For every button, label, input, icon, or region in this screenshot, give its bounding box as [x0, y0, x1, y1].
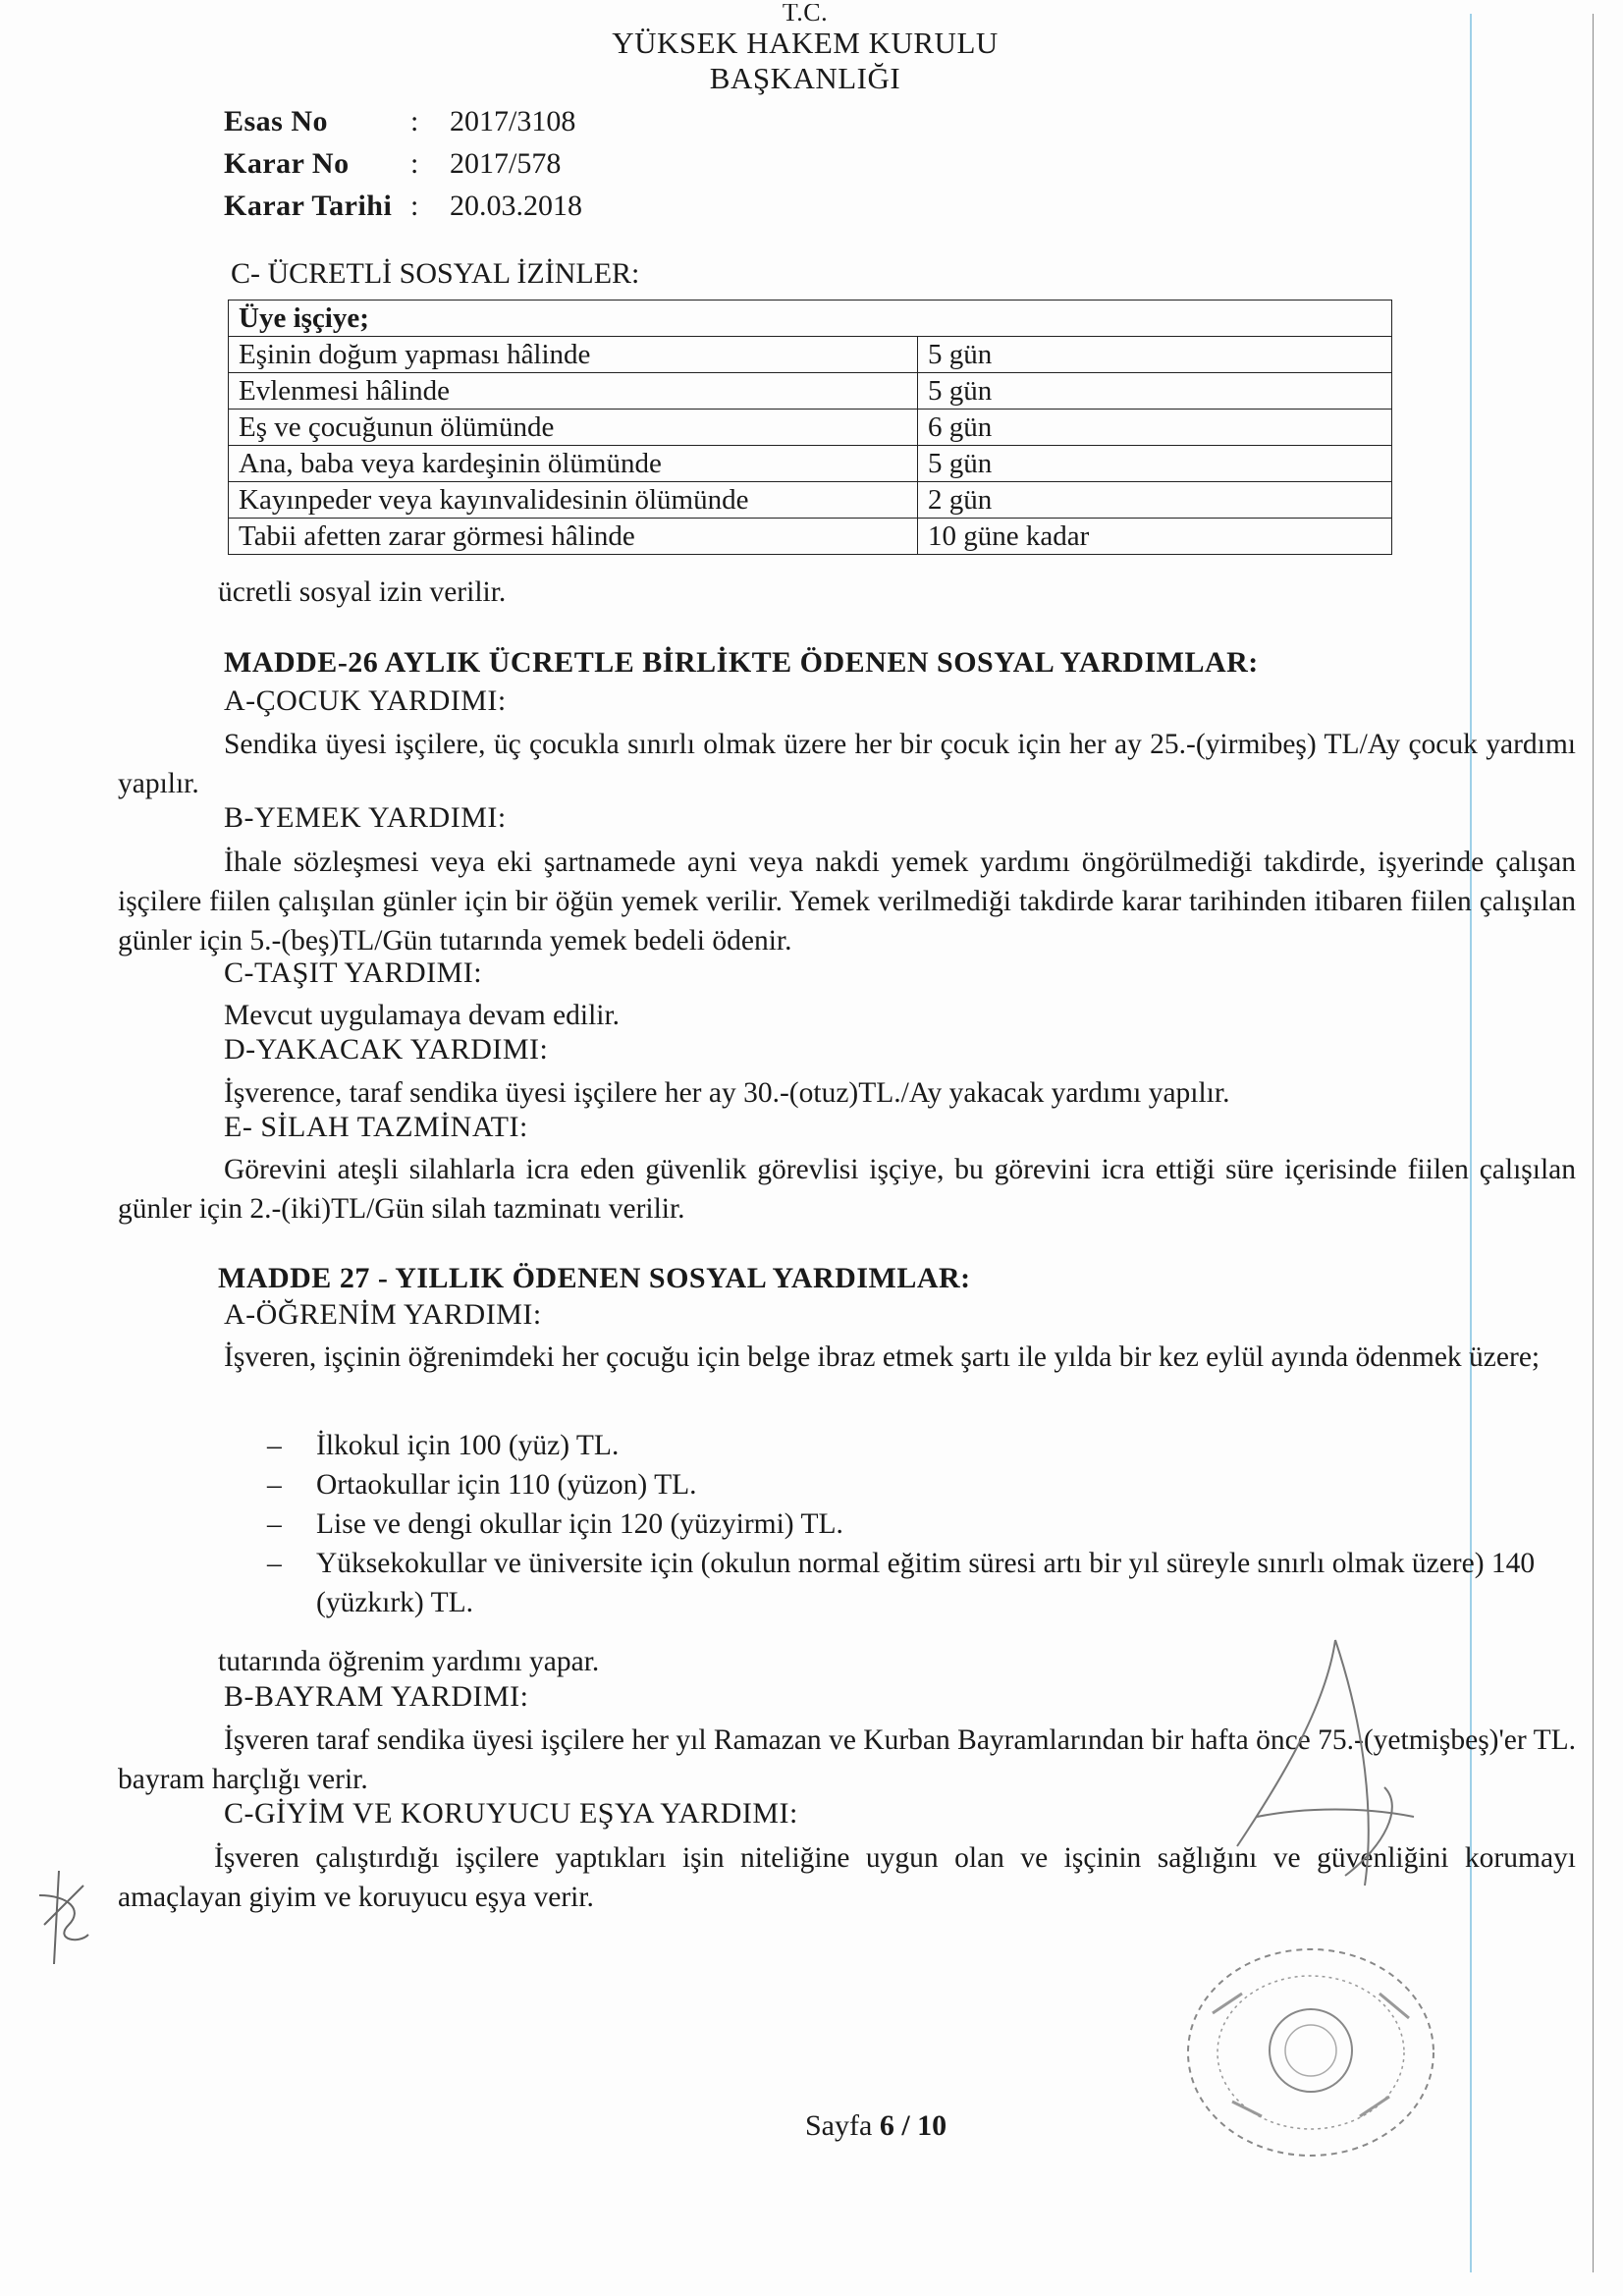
- table-cell-label: Eşinin doğum yapması hâlinde: [229, 337, 918, 373]
- page-label: Sayfa: [805, 2109, 873, 2142]
- signature-mark: [1217, 1620, 1434, 1915]
- meta-sep: :: [410, 190, 419, 222]
- table-head: Üye işçiye;: [229, 301, 1392, 337]
- meta-row: [224, 185, 582, 227]
- table-cell-value: 6 gün: [918, 410, 1392, 446]
- table-row: [229, 482, 1392, 519]
- page-value: 6 / 10: [879, 2109, 947, 2142]
- madde26-c-title: C-TAŞIT YARDIMI:: [224, 957, 483, 989]
- scan-margin-line: [1470, 14, 1472, 2272]
- header-line2: BAŞKANLIĞI: [709, 61, 901, 95]
- meta-key: Karar No: [224, 147, 350, 180]
- table-cell-value: 5 gün: [918, 373, 1392, 410]
- madde26-a-text: Sendika üyesi işçilere, üç çocukla sınırlı olmak üzere her bir çocuk için her ay 25.-(yirmibeş) TL/Ay çocuk yardımı yapılır.: [118, 729, 1576, 799]
- leave-table: [228, 300, 1392, 555]
- list-item: – Lise ve dengi okullar için 120 (yüzyirmi) TL.: [267, 1504, 1578, 1544]
- section-c-after: ücretli sosyal izin verilir.: [218, 576, 507, 608]
- table-cell-value: 2 gün: [918, 482, 1392, 519]
- meta-row: [224, 100, 582, 142]
- madde26-e-text: Görevini ateşli silahlarla icra eden güvenlik görevlisi işçiye, bu görevini icra ettiği süre içerisinde fiilen çalışılan günler için 2.-(iki)TL/Gün silah tazminatı verilir.: [118, 1154, 1576, 1225]
- table-row: [229, 410, 1392, 446]
- table-cell-label: Kayınpeder veya kayınvalidesinin ölümünde: [229, 482, 918, 519]
- list-item: – Ortaokullar için 110 (yüzon) TL.: [267, 1465, 1578, 1504]
- madde27-c-text: İşveren çalıştırdığı işçilere yaptıkları işin niteliğine uygun olan ve işçinin sağlığını ve güvenliğini korumayı amaçlayan giyim ve koruyucu eşya verir.: [118, 1842, 1576, 1913]
- official-stamp: [1173, 1935, 1448, 2170]
- meta-value: 20.03.2018: [450, 190, 582, 222]
- madde27-a-after: tutarında öğrenim yardımı yapar.: [218, 1646, 600, 1677]
- madde26-title: MADDE-26 AYLIK ÜCRETLE BİRLİKTE ÖDENEN SOSYAL YARDIMLAR:: [224, 646, 1259, 679]
- madde27-a-text: İşveren, işçinin öğrenimdeki her çocuğu için belge ibraz etmek şartı ile yılda bir kez eylül ayında ödenmek üzere;: [224, 1341, 1541, 1373]
- meta-row: [224, 142, 582, 185]
- madde27-a-title: A-ÖĞRENİM YARDIMI:: [224, 1298, 542, 1331]
- list-item: – Yüksekokullar ve üniversite için (okulun normal eğitim süresi artı bir yıl süreyle sınırlı olmak üzere) 140 (yüzkırk) TL.: [267, 1544, 1578, 1622]
- document-header: [550, 4, 1060, 96]
- meta-sep: :: [410, 147, 419, 180]
- table-cell-label: Ana, baba veya kardeşinin ölümünde: [229, 446, 918, 482]
- table-cell-label: Eş ve çocuğunun ölümünde: [229, 410, 918, 446]
- madde26-d-text: İşverence, taraf sendika üyesi işçilere her ay 30.-(otuz)TL./Ay yakacak yardımı yapılır.: [224, 1077, 1230, 1109]
- table-cell-label: Tabii afetten zarar görmesi hâlinde: [229, 519, 918, 555]
- header-tc: T.C.: [782, 4, 829, 26]
- madde26-b-text: İhale sözleşmesi veya eki şartnamede ayni veya nakdi yemek yardımı öngörülmediği takdirde, işyerinde çalışan işçilere fiilen çalışılan günler için bir öğün yemek verilir. Yemek verilmediği takdirde karar tarihinden itibaren fiilen çalışılan günler için 5.-(beş)TL/Gün tutarında yemek bedeli ödenir.: [118, 847, 1576, 957]
- header-line1: YÜKSEK HAKEM KURULU: [612, 26, 999, 60]
- madde26-e-title: E- SİLAH TAZMİNATI:: [224, 1111, 528, 1143]
- table-row: [229, 519, 1392, 555]
- meta-key: Esas No: [224, 105, 329, 137]
- madde27-a-list: [267, 1426, 1578, 1622]
- madde26-b-title: B-YEMEK YARDIMI:: [224, 801, 507, 834]
- table-cell-value: 5 gün: [918, 337, 1392, 373]
- madde27-c-title: C-GİYİM VE KORUYUCU EŞYA YARDIMI:: [224, 1797, 798, 1830]
- madde26-a-title: A-ÇOCUK YARDIMI:: [224, 684, 507, 717]
- table-head-row: [229, 301, 1392, 337]
- case-meta: [224, 100, 582, 227]
- madde27-b-title: B-BAYRAM YARDIMI:: [224, 1680, 529, 1713]
- initials-mark: [29, 1866, 98, 1974]
- table-cell-value: 5 gün: [918, 446, 1392, 482]
- meta-value: 2017/578: [450, 147, 562, 180]
- table-row: [229, 446, 1392, 482]
- table-row: [229, 337, 1392, 373]
- meta-sep: :: [410, 105, 419, 137]
- table-row: [229, 373, 1392, 410]
- page-number: [805, 2109, 947, 2143]
- list-item: – İlkokul için 100 (yüz) TL.: [267, 1426, 1578, 1465]
- scan-edge-line: [1593, 14, 1594, 2272]
- madde27-b-text: İşveren taraf sendika üyesi işçilere her yıl Ramazan ve Kurban Bayramlarından bir hafta önce 75.-(yetmişbeş)'er TL. bayram harçlığı verir.: [118, 1724, 1576, 1795]
- table-cell-value: 10 güne kadar: [918, 519, 1392, 555]
- meta-value: 2017/3108: [450, 105, 576, 137]
- madde26-d-title: D-YAKACAK YARDIMI:: [224, 1033, 549, 1066]
- madde27-title: MADDE 27 - YILLIK ÖDENEN SOSYAL YARDIMLAR:: [218, 1262, 971, 1294]
- table-cell-label: Evlenmesi hâlinde: [229, 373, 918, 410]
- madde26-c-text: Mevcut uygulamaya devam edilir.: [224, 1000, 621, 1031]
- meta-key: Karar Tarihi: [224, 190, 393, 222]
- section-c-title: C- ÜCRETLİ SOSYAL İZİNLER:: [231, 257, 640, 290]
